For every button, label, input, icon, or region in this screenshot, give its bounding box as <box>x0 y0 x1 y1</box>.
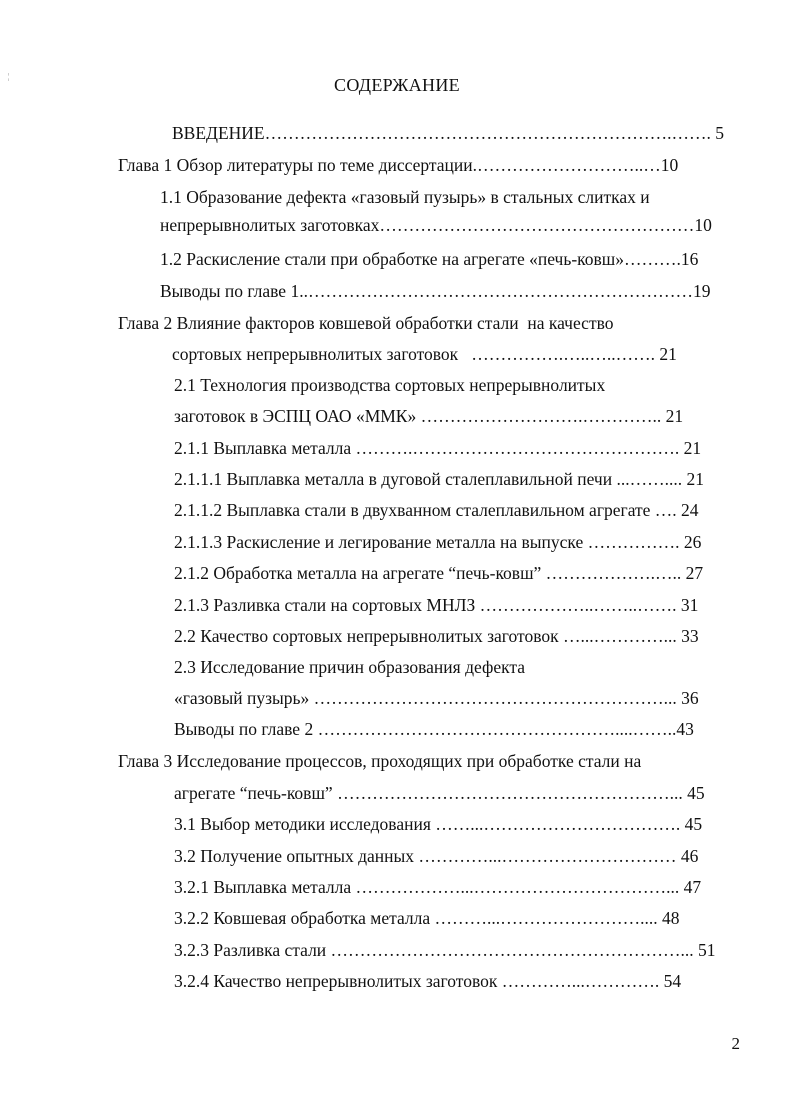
toc-entry: 2.1 Технология производства сортовых непрерывнолитых <box>174 375 606 395</box>
toc-entry: Глава 3 Исследование процессов, проходящих при обработке стали на <box>118 751 642 771</box>
toc-entry: 3.2 Получение опытных данных …………...………………………… 46 <box>174 846 699 866</box>
toc-entry: 2.2 Качество сортовых непрерывнолитых заготовок …...…………... 33 <box>174 626 699 646</box>
toc-entry: 2.1.1.3 Раскисление и легирование металла на выпуске ……………. 26 <box>174 532 702 552</box>
scan-speck: ¦ <box>8 72 10 81</box>
toc-entry: 1.1 Образование дефекта «газовый пузырь» в стальных слитках и <box>160 187 650 207</box>
toc-entry: 2.1.1.1 Выплавка металла в дуговой сталеплавильной печи ...…….... 21 <box>174 469 704 489</box>
toc-entry: Выводы по главе 1..…………………………………………………………19 <box>160 281 711 301</box>
toc-entry: 3.2.1 Выплавка металла ………………...……………………………... 47 <box>174 877 702 897</box>
toc-entry: заготовок в ЭСПЦ ОАО «ММК» ……………………….………….. 21 <box>174 406 684 426</box>
toc-entry: 1.2 Раскисление стали при обработке на агрегате «печь-ковш»……….16 <box>160 249 699 269</box>
toc-entry: сортовых непрерывнолитых заготовок …………….…..…..……. 21 <box>172 344 677 364</box>
toc-entry: 3.2.3 Разливка стали ……………………………………………………... 51 <box>174 940 716 960</box>
toc-entry: «газовый пузырь» ……………………………………………………... 36 <box>174 688 699 708</box>
toc-entry: непрерывнолитых заготовках………………………………………………10 <box>160 215 712 235</box>
page-title: СОДЕРЖАНИЕ <box>334 75 460 95</box>
toc-entry: Глава 1 Обзор литературы по теме диссертации.………………………..…10 <box>118 155 679 175</box>
toc-entry: 2.1.3 Разливка стали на сортовых МНЛЗ ………………..……..……. 31 <box>174 595 699 615</box>
toc-entry: Выводы по главе 2 ……………………………………………....……..43 <box>174 719 694 739</box>
toc-entry: 3.1 Выбор методики исследования ……...……………………………. 45 <box>174 814 703 834</box>
toc-entry: 2.1.1 Выплавка металла ……….………………………………………. 21 <box>174 438 702 458</box>
toc-entry: 2.1.1.2 Выплавка стали в двухванном сталеплавильном агрегате …. 24 <box>174 500 699 520</box>
toc-entry: Глава 2 Влияние факторов ковшевой обработки стали на качество <box>118 313 614 333</box>
toc-entry: 3.2.4 Качество непрерывнолитых заготовок …………...…………. 54 <box>174 971 682 991</box>
toc-entry: 2.1.2 Обработка металла на агрегате “печь-ковш” ……………….….. 27 <box>174 563 704 583</box>
page-number: 2 <box>731 1034 740 1053</box>
toc-entry: 2.3 Исследование причин образования дефекта <box>174 657 525 677</box>
toc-entry: агрегате “печь-ковш” …………………………………………………... 45 <box>174 783 705 803</box>
toc-entry: ВВЕДЕНИЕ…………………………………………………………….……. 5 <box>172 123 725 143</box>
toc-entry: 3.2.2 Ковшевая обработка металла ………...…………………….... 48 <box>174 908 680 928</box>
